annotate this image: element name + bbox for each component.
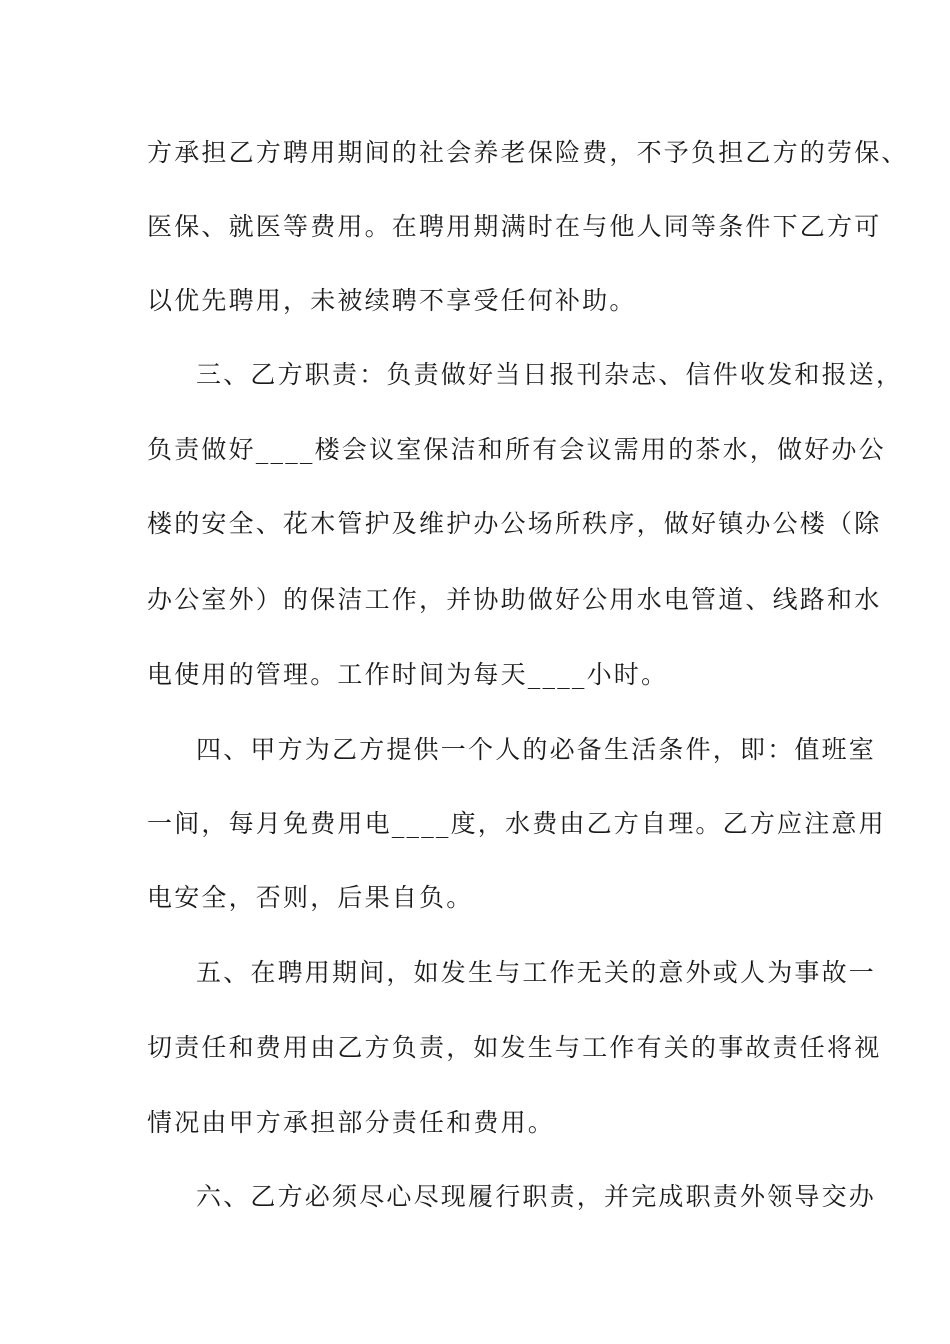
- paragraph-line: 办公室外）的保洁工作，并协助做好公用水电管道、线路和水: [147, 585, 882, 614]
- paragraph-line: 电安全，否则，后果自负。: [147, 883, 474, 912]
- paragraph-line: 一间，每月免费用电____度，水费由乙方自理。乙方应注意用: [147, 809, 886, 838]
- paragraph-line: 情况由甲方承担部分责任和费用。: [147, 1108, 556, 1137]
- clause-six-first-line: 六、乙方必须尽心尽现履行职责，并完成职责外领导交办: [196, 1182, 877, 1211]
- paragraph-line: 方承担乙方聘用期间的社会养老保险费，不予负担乙方的劳保、: [147, 138, 909, 167]
- paragraph-line: 负责做好____楼会议室保洁和所有会议需用的茶水，做好办公: [147, 435, 886, 464]
- paragraph-line: 电使用的管理。工作时间为每天____小时。: [147, 660, 669, 689]
- paragraph-line: 切责任和费用由乙方负责，如发生与工作有关的事故责任将视: [147, 1033, 882, 1062]
- paragraph-line: 以优先聘用，未被续聘不享受任何补助。: [147, 286, 637, 315]
- paragraph-line: 楼的安全、花木管护及维护办公场所秩序，做好镇办公楼（除: [147, 509, 882, 538]
- clause-three-first-line: 三、乙方职责：负责做好当日报刊杂志、信件收发和报送，: [196, 360, 904, 389]
- clause-five-first-line: 五、在聘用期间，如发生与工作无关的意外或人为事故一: [196, 958, 877, 987]
- clause-four-first-line: 四、甲方为乙方提供一个人的必备生活条件，即：值班室: [196, 735, 877, 764]
- paragraph-line: 医保、就医等费用。在聘用期满时在与他人同等条件下乙方可: [147, 212, 882, 241]
